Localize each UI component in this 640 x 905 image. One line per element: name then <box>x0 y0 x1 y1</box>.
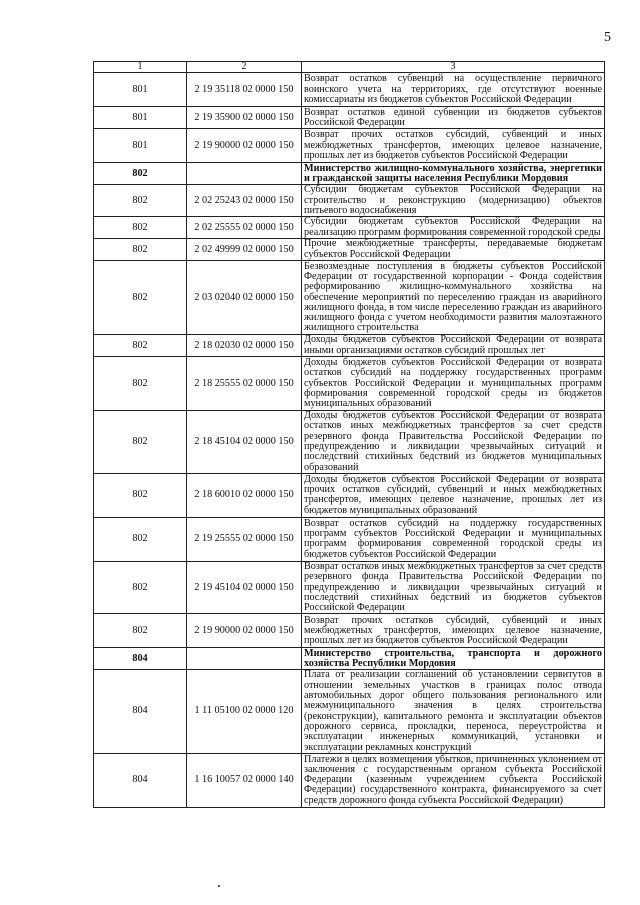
table-body <box>94 73 605 808</box>
description-cell: Доходы бюджетов субъектов Российской Федерации от возврата иными организациями остатков субсидий прошлых лет <box>302 335 605 357</box>
revenue-code-cell: 2 03 02040 02 0000 150 <box>187 261 302 335</box>
revenue-code-cell <box>187 648 302 670</box>
description-cell: Доходы бюджетов субъектов Российской Федерации от возврата остатков субсидий на поддержку государственных программ субъектов Российской Федерации и муниципальных программ формирования современной городской среды из бюджетов муниципальных образований <box>302 357 605 411</box>
description-cell: Возврат прочих остатков субсидий, субвенций и иных межбюджетных трансфертов, имеющих целевое назначение, прошлых лет из бюджетов субъектов Российской Федерации <box>302 614 605 648</box>
table-row <box>94 357 605 411</box>
column-header-2: 2 <box>187 62 302 73</box>
description-cell: Возврат прочих остатков субсидий, субвенций и иных межбюджетных трансфертов, имеющих целевое назначение, прошлых лет из бюджетов субъектов Российской Федерации <box>302 129 605 163</box>
description-cell: Доходы бюджетов субъектов Российской Федерации от возврата остатков иных межбюджетных трансфертов за счет средств резервного фонда Правительства Российской Федерации по предупреждению и ликвидации чрезвычайных ситуаций и последствий стихийных бедствий из бюджетов муниципальных образований <box>302 411 605 474</box>
description-cell: Министерство строительства, транспорта и дорожного хозяйства Республики Мордовия <box>302 648 605 670</box>
table-row <box>94 473 605 517</box>
table-row <box>94 185 605 217</box>
admin-code-cell: 802 <box>94 261 187 335</box>
description-cell: Возврат остатков иных межбюджетных трансфертов за счет средств резервного фонда Правительства Российской Федерации по предупреждению и ликвидации чрезвычайных ситуаций и последствий стихийных бедствий из бюджетов субъектов Российской Федерации <box>302 561 605 613</box>
table-row <box>94 411 605 474</box>
description-cell: Субсидии бюджетам субъектов Российской Федерации на реализацию программ формирования современной городской среды <box>302 217 605 239</box>
admin-code-cell: 802 <box>94 517 187 561</box>
admin-code-cell: 801 <box>94 73 187 107</box>
admin-code-cell: 802 <box>94 163 187 185</box>
revenue-code-cell: 2 18 02030 02 0000 150 <box>187 335 302 357</box>
revenue-code-cell <box>187 163 302 185</box>
admin-code-cell: 802 <box>94 561 187 613</box>
revenue-code-cell: 2 19 45104 02 0000 150 <box>187 561 302 613</box>
table-row <box>94 217 605 239</box>
revenue-code-cell: 2 19 35900 02 0000 150 <box>187 107 302 129</box>
table-row <box>94 239 605 261</box>
ministry-row <box>94 163 605 185</box>
revenue-code-cell: 2 19 35118 02 0000 150 <box>187 73 302 107</box>
table-row <box>94 73 605 107</box>
table-row <box>94 129 605 163</box>
table-row <box>94 107 605 129</box>
admin-code-cell: 802 <box>94 335 187 357</box>
table-row <box>94 517 605 561</box>
admin-code-cell: 802 <box>94 614 187 648</box>
admin-code-cell: 804 <box>94 753 187 807</box>
revenue-code-cell: 2 18 60010 02 0000 150 <box>187 473 302 517</box>
description-cell: Возврат остатков субвенций на осуществление первичного воинского учета на территориях, где отсутствуют военные комиссариаты из бюджетов субъектов Российской Федерации <box>302 73 605 107</box>
table-row <box>94 261 605 335</box>
description-cell: Субсидии бюджетам субъектов Российской Федерации на строительство и реконструкцию (модернизацию) объектов питьевого водоснабжения <box>302 185 605 217</box>
revenue-code-cell: 1 16 10057 02 0000 140 <box>187 753 302 807</box>
admin-code-cell: 802 <box>94 411 187 474</box>
revenue-code-cell: 2 02 49999 02 0000 150 <box>187 239 302 261</box>
column-header-3: 3 <box>302 62 605 73</box>
description-cell: Безвозмездные поступления в бюджеты субъектов Российской Федерации от государственной корпорации - Фонда содействия реформированию жилищно-коммунального хозяйства на обеспечение мероприятий по переселению граждан из аварийного жилищного фонда, в том числе переселению граждан из аварийного жилищного фонда с учетом необходимости развития малоэтажного жилищного строительства <box>302 261 605 335</box>
admin-code-cell: 804 <box>94 648 187 670</box>
admin-code-cell: 802 <box>94 217 187 239</box>
revenue-code-cell: 2 19 25555 02 0000 150 <box>187 517 302 561</box>
table-row <box>94 561 605 613</box>
revenue-code-cell: 2 18 25555 02 0000 150 <box>187 357 302 411</box>
revenue-code-cell: 2 19 90000 02 0000 150 <box>187 129 302 163</box>
admin-code-cell: 804 <box>94 670 187 753</box>
admin-code-cell: 802 <box>94 239 187 261</box>
revenue-code-cell: 2 02 25243 02 0000 150 <box>187 185 302 217</box>
description-cell: Министерство жилищно-коммунального хозяйства, энергетики и гражданской защиты населения Республики Мордовия <box>302 163 605 185</box>
description-cell: Прочие межбюджетные трансферты, передаваемые бюджетам субъектов Российской Федерации <box>302 239 605 261</box>
page-number: 5 <box>604 30 611 45</box>
description-cell: Платежи в целях возмещения убытков, причиненных уклонением от заключения с государственным органом субъекта Российской Федерации (казенным учреждением субъекта Российской Федерации) государственного контракта, финансируемого за счет средств дорожного фонда субъекта Российской Федерации) <box>302 753 605 807</box>
table-row <box>94 670 605 753</box>
description-cell: Доходы бюджетов субъектов Российской Федерации от возврата прочих остатков субсидий, субвенций и иных межбюджетных трансфертов, имеющих целевое назначение, прошлых лет из бюджетов муниципальных образований <box>302 473 605 517</box>
ministry-row <box>94 648 605 670</box>
admin-code-cell: 801 <box>94 107 187 129</box>
admin-code-cell: 801 <box>94 129 187 163</box>
description-cell: Возврат остатков субсидий на поддержку государственных программ субъектов Российской Федерации и муниципальных программ формирования современной городской среды из бюджетов субъектов Российской Федерации <box>302 517 605 561</box>
description-cell: Возврат остатков единой субвенции из бюджетов субъектов Российской Федерации <box>302 107 605 129</box>
revenue-codes-table <box>93 61 605 808</box>
column-header-1: 1 <box>94 62 187 73</box>
table-row <box>94 753 605 807</box>
table-row <box>94 614 605 648</box>
table-row <box>94 335 605 357</box>
revenue-code-cell: 2 19 90000 02 0000 150 <box>187 614 302 648</box>
admin-code-cell: 802 <box>94 473 187 517</box>
admin-code-cell: 802 <box>94 185 187 217</box>
revenue-code-cell: 2 18 45104 02 0000 150 <box>187 411 302 474</box>
revenue-code-cell: 2 02 25555 02 0000 150 <box>187 217 302 239</box>
description-cell: Плата от реализации соглашений об установлении сервитутов в отношении земельных участков в границах полос отвода автомобильных дорог общего пользования регионального или межмуниципального значения в целях строительства (реконструкции), капитального ремонта и эксплуатации объектов дорожного сервиса, прокладки, переноса, переустройства и эксплуатации инженерных коммуникаций, установки и эксплуатации рекламных конструкций <box>302 670 605 753</box>
revenue-code-cell: 1 11 05100 02 0000 120 <box>187 670 302 753</box>
scan-speck <box>218 885 220 887</box>
admin-code-cell: 802 <box>94 357 187 411</box>
table-header-row <box>94 62 605 73</box>
